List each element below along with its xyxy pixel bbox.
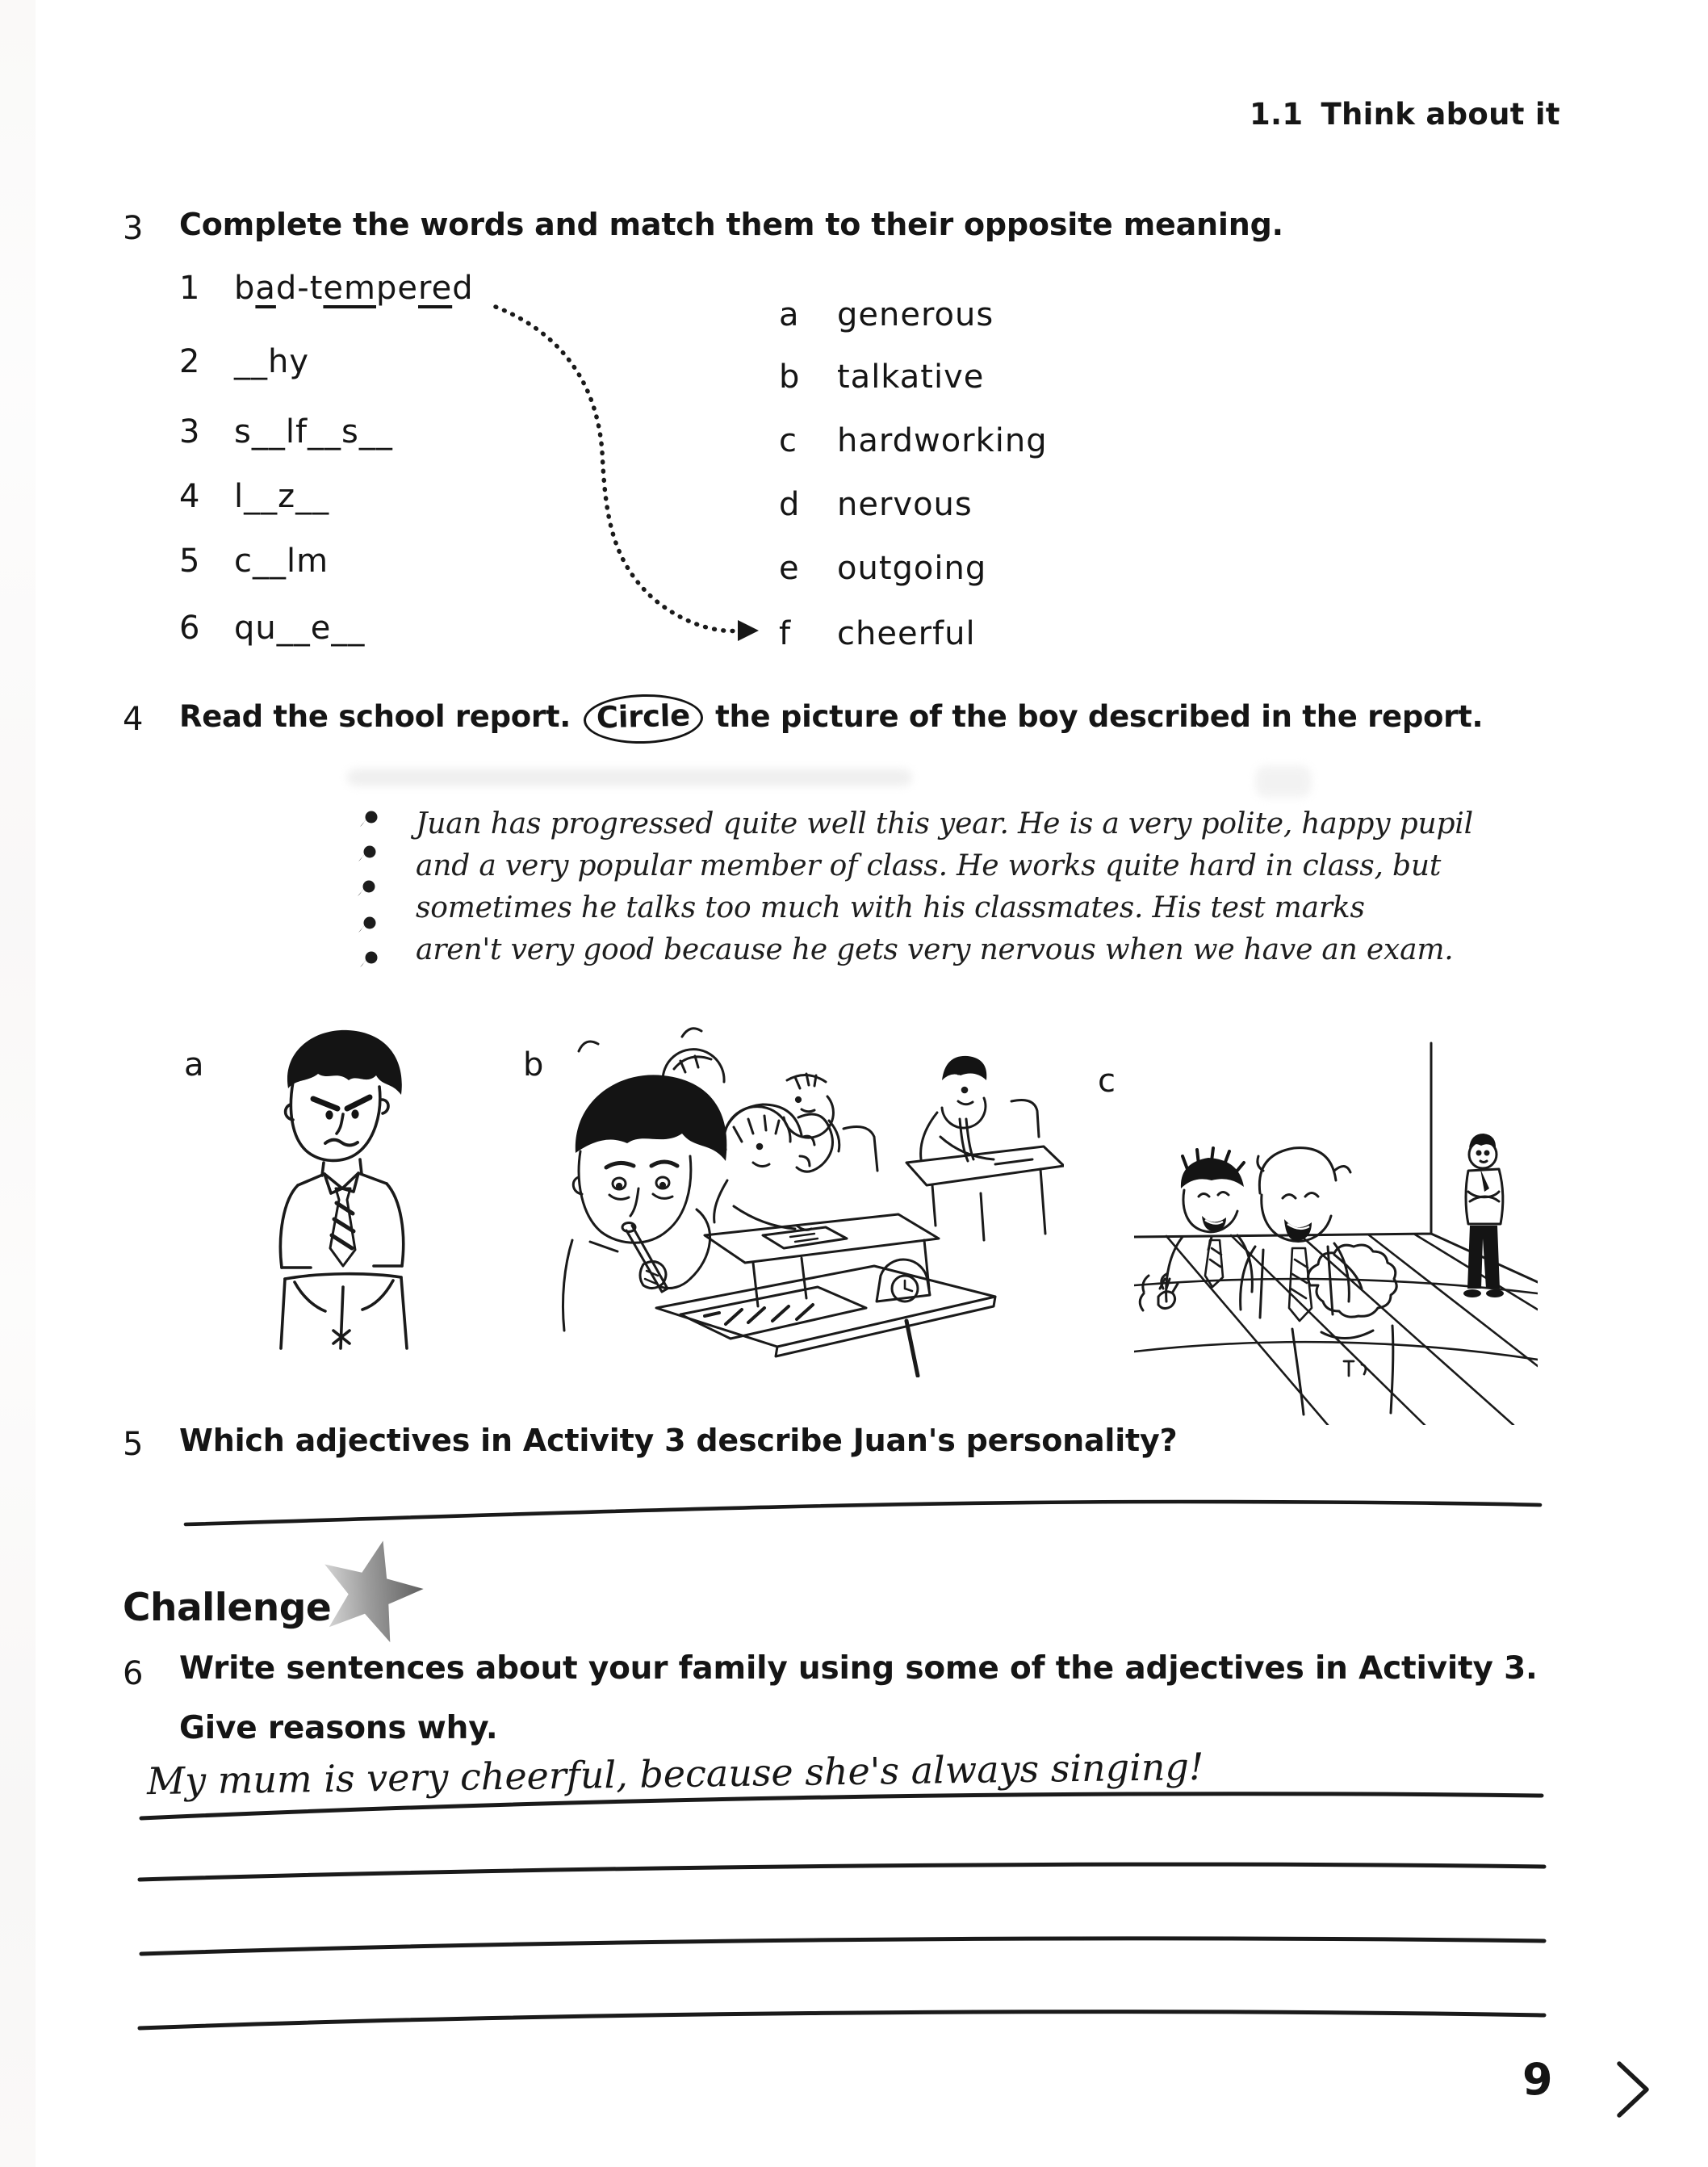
activity3-number: 3 (123, 210, 144, 247)
report-line: Juan has progressed quite well this year. He is a very polite, happy pupil (416, 807, 1473, 840)
option-word: generous (837, 296, 994, 333)
filled-letter: em (323, 270, 376, 307)
challenge-label: Challenge (123, 1586, 332, 1630)
option-letter: d (779, 486, 800, 523)
school-report (416, 803, 1473, 971)
title-part: the picture of the boy described in the report. (705, 699, 1484, 734)
answer-line-activity5 (179, 1492, 1547, 1532)
report-line: aren't very good because he gets very nervous when we have an exam. (416, 933, 1454, 966)
item-number: 3 (179, 413, 200, 451)
item-word-blank: l__z__ (234, 478, 330, 515)
item-word-bad-tempered (234, 270, 474, 307)
option-word: talkative (837, 358, 985, 396)
item-word-blank: qu__e__ (234, 610, 366, 647)
arrowhead-icon (738, 620, 759, 641)
item-number: 4 (179, 478, 200, 515)
section-number: 1.1 (1250, 97, 1304, 132)
item-word-blank: __hy (234, 343, 310, 380)
activity6-title-line1: Write sentences about your family using some of the adjectives in Activity 3. (179, 1650, 1538, 1687)
picture-label-b: b (523, 1046, 544, 1084)
activity5-number: 5 (123, 1426, 144, 1463)
writing-line-2 (140, 1864, 1544, 1880)
option-word: outgoing (837, 550, 987, 587)
nervous-boy-exam-illustration (559, 1022, 1064, 1377)
filled-letter: a (255, 270, 276, 307)
picture-label-a: a (184, 1046, 204, 1084)
option-letter: c (779, 422, 797, 459)
item-number: 6 (179, 610, 200, 647)
circle-annotation: Circle (583, 693, 704, 745)
activity5-title: Which adjectives in Activity 3 describe Juan's personality? (179, 1423, 1178, 1458)
activity4-title (179, 699, 1483, 739)
option-word: cheerful (837, 615, 976, 652)
handwritten-answer: My mum is very cheerful, because she's always singing! (146, 1744, 1204, 1804)
word-part: b (234, 270, 256, 307)
section-title: Think about it (1321, 97, 1560, 132)
item-number: 5 (179, 543, 200, 580)
activity6-number: 6 (123, 1655, 144, 1692)
word-part: pe (376, 270, 418, 307)
word-part: d (452, 270, 474, 307)
option-letter: a (779, 296, 799, 333)
item-number: 2 (179, 343, 200, 380)
option-letter: e (779, 550, 799, 587)
picture-label-c: c (1098, 1063, 1116, 1100)
report-bullet-icons (357, 807, 386, 977)
item-word-blank: s__lf__s__ (234, 413, 393, 451)
option-letter: f (779, 615, 791, 652)
item-word-blank: c__lm (234, 543, 329, 580)
report-line: sometimes he talks too much with his classmates. His test marks (416, 891, 1365, 924)
challenge-star-icon (312, 1531, 429, 1648)
scan-smudge (347, 769, 912, 786)
writing-line-3 (141, 1939, 1544, 1954)
scan-smudge (1255, 765, 1312, 798)
match-line-1-to-f (484, 291, 775, 646)
item-number: 1 (179, 270, 200, 307)
boys-laughing-corridor-illustration (1134, 1042, 1538, 1425)
option-word: hardworking (837, 422, 1048, 459)
writing-lines (133, 1776, 1554, 2043)
writing-line-1 (141, 1794, 1542, 1818)
title-part: Read the school report. (179, 699, 581, 734)
page-header (1250, 97, 1560, 132)
scan-edge-artifact (0, 0, 36, 2167)
activity4-number: 4 (123, 701, 144, 738)
grumpy-boy-illustration (246, 1019, 460, 1354)
page-number: 9 (1522, 2054, 1553, 2105)
next-page-chevron-icon (1614, 2060, 1653, 2119)
option-letter: b (779, 358, 800, 396)
option-word: nervous (837, 486, 973, 523)
activity6-title-line2: Give reasons why. (179, 1710, 498, 1746)
writing-line-4 (140, 2012, 1544, 2028)
activity3-title: Complete the words and match them to their opposite meaning. (179, 207, 1283, 242)
report-line: and a very popular member of class. He works quite hard in class, but (416, 849, 1442, 882)
word-part: d-t (275, 270, 324, 307)
filled-letter: re (418, 270, 453, 307)
